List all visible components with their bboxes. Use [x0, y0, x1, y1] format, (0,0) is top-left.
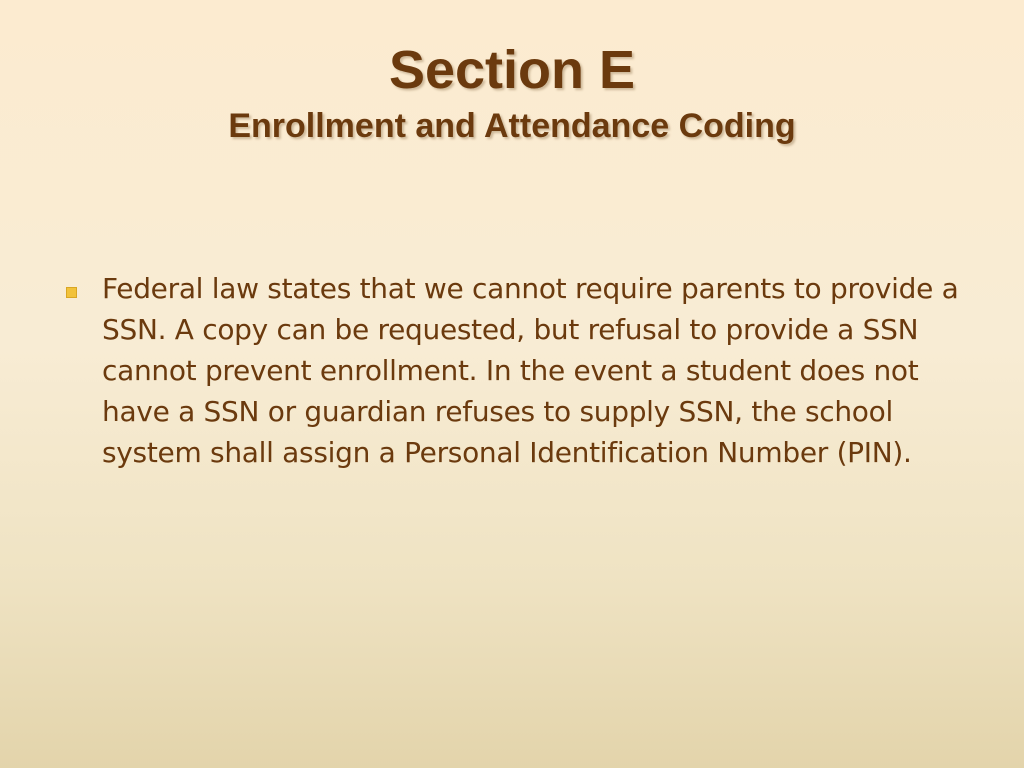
- slide-title: Section E: [388, 40, 636, 100]
- slide-subtitle: Enrollment and Attendance Coding: [228, 107, 796, 145]
- title-block: [0, 38, 1024, 148]
- bullet-list: [60, 268, 970, 473]
- bullet-text: Federal law states that we cannot require parents to provide a SSN. A copy can be requested, but refusal to provide a SSN cannot prevent enrollment. In the event a student does not have a SSN or guardian refuses to supply SSN, the school system shall assign a Personal Identification Number (PIN).: [102, 272, 959, 469]
- list-item: [60, 268, 970, 473]
- square-bullet-icon: [66, 287, 77, 298]
